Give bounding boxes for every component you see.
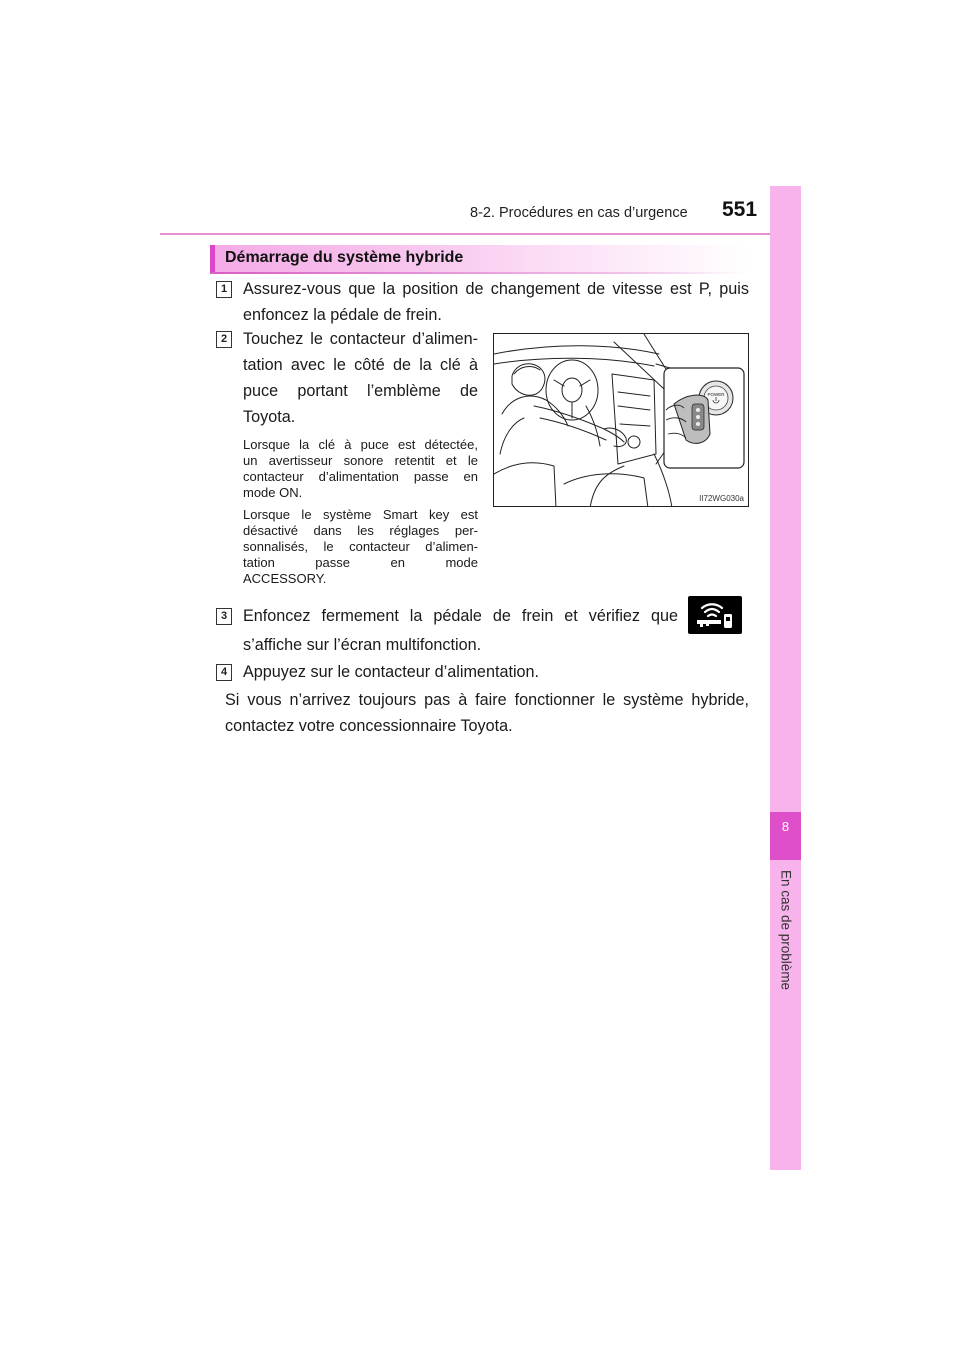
chapter-side-tab bbox=[770, 186, 801, 1170]
smart-key-indicator-icon bbox=[688, 596, 742, 634]
note-1-line-3: contacteur d’alimentation passe en bbox=[243, 469, 478, 484]
note-2-line-2: désactivé dans les réglages per- bbox=[243, 523, 478, 538]
step-1-line-2: enfoncez la pédale de frein. bbox=[243, 306, 442, 324]
step-number-3: 3 bbox=[216, 608, 232, 625]
note-1-line-1: Lorsque la clé à puce est détectée, bbox=[243, 437, 478, 452]
section-title: Démarrage du système hybride bbox=[225, 249, 464, 266]
note-2-line-4: tation passe en mode bbox=[243, 555, 478, 570]
step-3-line-2: s’affiche sur l’écran multifonction. bbox=[243, 636, 482, 654]
closing-line-2: contactez votre concessionnaire Toyota. bbox=[225, 717, 513, 735]
note-1-line-4: mode ON. bbox=[243, 485, 303, 500]
step-4-line-1: Appuyez sur le contacteur d’alimentation. bbox=[243, 663, 540, 681]
closing-line-1: Si vous n’arrivez toujours pas à faire fonctionner le système hybride, bbox=[225, 691, 749, 709]
header-section-title: 8-2. Procédures en cas d’urgence bbox=[470, 205, 688, 221]
power-button-text: POWER bbox=[707, 392, 725, 397]
note-1-line-2: un avertisseur sonore retentit et le bbox=[243, 453, 478, 468]
page-number: 551 bbox=[722, 198, 758, 221]
starting-illustration bbox=[493, 333, 749, 507]
section-heading bbox=[210, 245, 749, 272]
step-3-line-1: Enfoncez fermement la pédale de frein et vérifiez que bbox=[243, 607, 678, 625]
figure-code: II72WG030a bbox=[699, 494, 744, 503]
step-2-line-1: Touchez le contacteur d’alimen- bbox=[243, 330, 478, 348]
chapter-title: En cas de problème bbox=[778, 870, 794, 991]
step-number-4: 4 bbox=[216, 664, 232, 681]
header-rule bbox=[160, 233, 800, 235]
step-2-line-4: Toyota. bbox=[243, 408, 296, 426]
power-switch-inset bbox=[664, 368, 744, 468]
step-number-1: 1 bbox=[216, 281, 232, 298]
note-2-line-1: Lorsque le système Smart key est bbox=[243, 507, 478, 522]
section-underline bbox=[210, 272, 749, 274]
step-1-line-1: Assurez-vous que la position de changement de vitesse est P, puis bbox=[243, 280, 749, 298]
note-2-line-5: ACCESSORY. bbox=[243, 571, 327, 586]
chapter-number: 8 bbox=[770, 812, 801, 860]
step-number-2: 2 bbox=[216, 331, 232, 348]
note-2-line-3: sonnalisés, le contacteur d’alimen- bbox=[243, 539, 478, 554]
step-2-line-2: tation avec le côté de la clé à bbox=[243, 356, 478, 374]
driver-touching-power-switch-illustration bbox=[494, 334, 749, 507]
step-2-line-3: puce portant l’emblème de bbox=[243, 382, 478, 400]
